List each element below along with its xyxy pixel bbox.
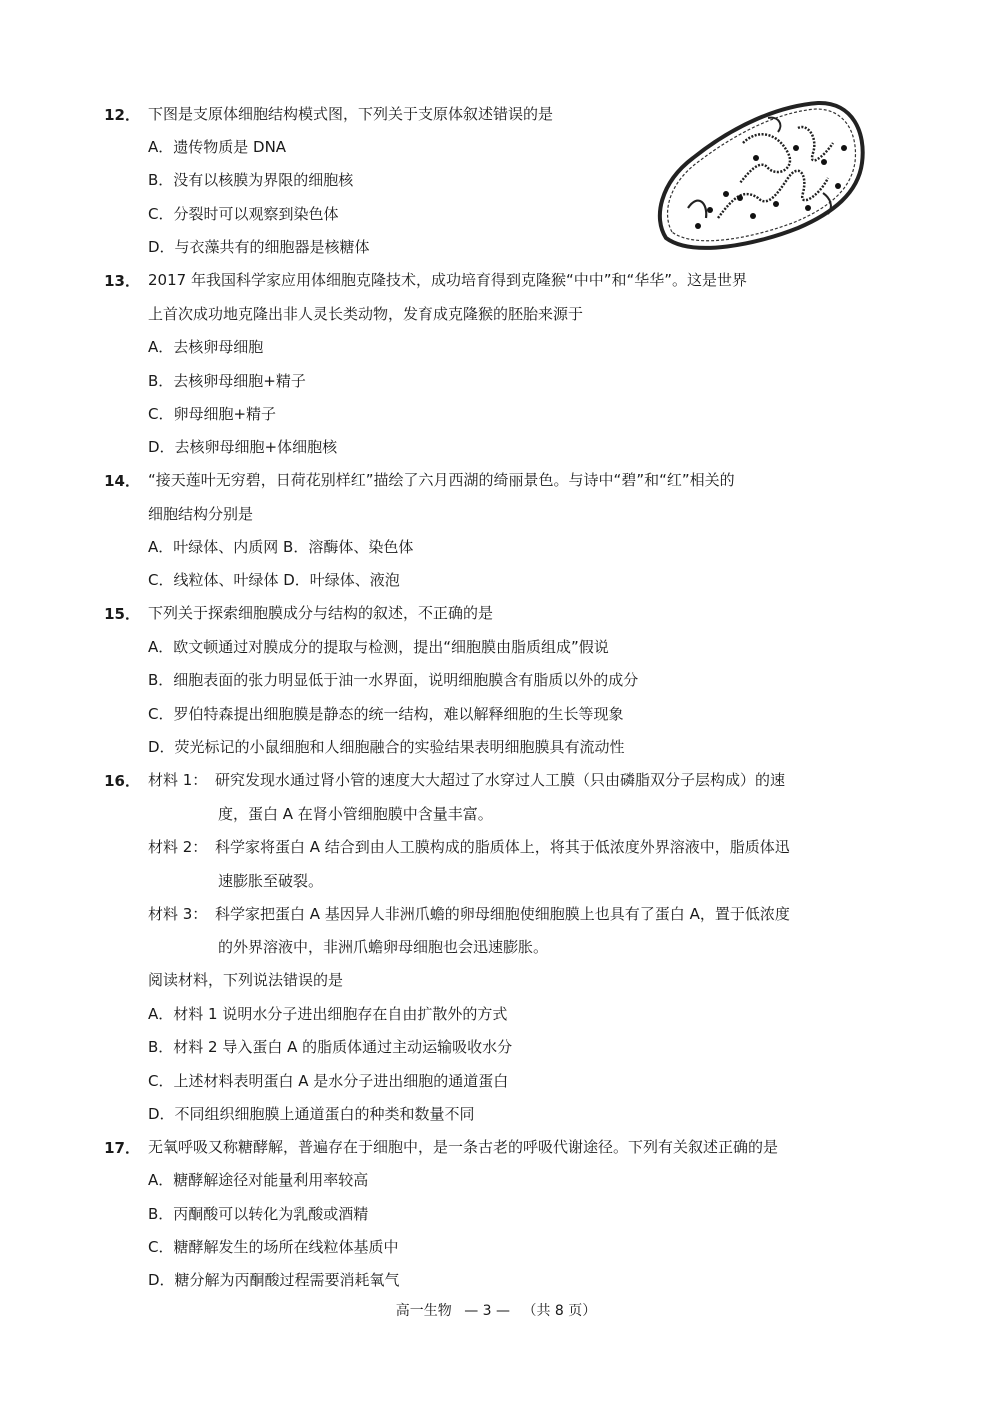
footer-subject: 高一生物 [395,1303,452,1319]
question-12-option-c: C．分裂时可以观察到染色体 [148,205,339,223]
material-2-line-2: 速膨胀至破裂。 [218,872,324,890]
material-1-line-2: 度，蛋白 A 在肾小管细胞膜中含量丰富。 [218,805,493,823]
page-footer [0,1300,992,1320]
question-15-option-d: D．荧光标记的小鼠细胞和人细胞融合的实验结果表明细胞膜具有流动性 [148,738,625,756]
question-14-options-cd: C．线粒体、叶绿体 D．叶绿体、液泡 [148,571,400,589]
question-16-option-a: A．材料 1 说明水分子进出细胞存在自由扩散外的方式 [148,1005,508,1023]
question-13-option-d: D．去核卵母细胞+体细胞核 [148,438,338,456]
question-15-stem: 下列关于探索细胞膜成分与结构的叙述，不正确的是 [148,604,494,622]
question-12-number: 12． [104,106,140,124]
footer-total-pages: （共 8 页） [522,1303,597,1319]
mycoplasma-cell-diagram [648,98,870,253]
question-15-option-b: B．细胞表面的张力明显低于油一水界面，说明细胞膜含有脂质以外的成分 [148,671,639,689]
question-13-number: 13． [104,272,140,290]
question-17-option-b: B．丙酮酸可以转化为乳酸或酒精 [148,1205,369,1223]
material-2-label: 材料 2： [148,838,208,856]
question-13-stem-line-1: 2017 年我国科学家应用体细胞克隆技术，成功培育得到克隆猴“中中”和“华华”。这是世界 [148,271,748,289]
question-13-option-c: C．卵母细胞+精子 [148,405,277,423]
question-17-stem: 无氧呼吸又称糖酵解，普遍存在于细胞中，是一条古老的呼吸代谢途径。下列有关叙述正确的是 [148,1138,779,1156]
question-15-option-a: A．欧文顿通过对膜成分的提取与检测，提出“细胞膜由脂质组成”假说 [148,638,609,656]
question-13-option-b: B．去核卵母细胞+精子 [148,372,306,390]
material-2-line-1: 科学家将蛋白 A 结合到由人工膜构成的脂质体上，将其于低浓度外界溶液中，脂质体迅 [215,838,790,856]
material-3-line-2: 的外界溶液中，非洲爪蟾卵母细胞也会迅速膨胀。 [218,938,549,956]
question-16-option-b: B．材料 2 导入蛋白 A 的脂质体通过主动运输吸收水分 [148,1038,513,1056]
question-16-option-d: D．不同组织细胞膜上通道蛋白的种类和数量不同 [148,1105,475,1123]
question-14-stem-line-2: 细胞结构分别是 [148,505,254,523]
question-14-options-ab: A．叶绿体、内质网 B．溶酶体、染色体 [148,538,414,556]
question-12-option-b: B．没有以核膜为界限的细胞核 [148,171,354,189]
question-14-stem-line-1: “接天莲叶无穷碧，日荷花别样红”描绘了六月西湖的绮丽景色。与诗中“碧”和“红”相关的 [148,471,735,489]
question-12-option-d: D．与衣藻共有的细胞器是核糖体 [148,238,370,256]
material-3-line-1: 科学家把蛋白 A 基因异人非洲爪蟾的卵母细胞使细胞膜上也具有了蛋白 A，置于低浓度 [215,905,790,923]
question-17-option-c: C．糖酵解发生的场所在线粒体基质中 [148,1238,399,1256]
question-14-number: 14． [104,472,140,490]
question-15-option-c: C．罗伯特森提出细胞膜是静态的统一结构，难以解释细胞的生长等现象 [148,705,624,723]
question-15-number: 15． [104,605,140,623]
question-16-number: 16． [104,772,140,790]
question-12-option-a: A．遗传物质是 DNA [148,138,287,156]
material-1-line-1: 研究发现水通过肾小管的速度大大超过了水穿过人工膜（只由磷脂双分子层构成）的速 [215,771,786,789]
question-17-number: 17． [104,1139,140,1157]
question-13-option-a: A．去核卵母细胞 [148,338,264,356]
question-13-stem-line-2: 上首次成功地克隆出非人灵长类动物，发育成克隆猴的胚胎来源于 [148,305,584,323]
material-1-label: 材料 1： [148,771,208,789]
footer-page-number: — 3 — [464,1303,510,1319]
question-16-option-c: C．上述材料表明蛋白 A 是水分子进出细胞的通道蛋白 [148,1072,509,1090]
material-3-label: 材料 3： [148,905,208,923]
question-17-option-a: A．糖酵解途径对能量利用率较高 [148,1171,369,1189]
question-17-option-d: D．糖分解为丙酮酸过程需要消耗氧气 [148,1271,400,1289]
question-12-stem: 下图是支原体细胞结构模式图，下列关于支原体叙述错误的是 [148,105,554,123]
question-16-stem: 阅读材料，下列说法错误的是 [148,971,344,989]
